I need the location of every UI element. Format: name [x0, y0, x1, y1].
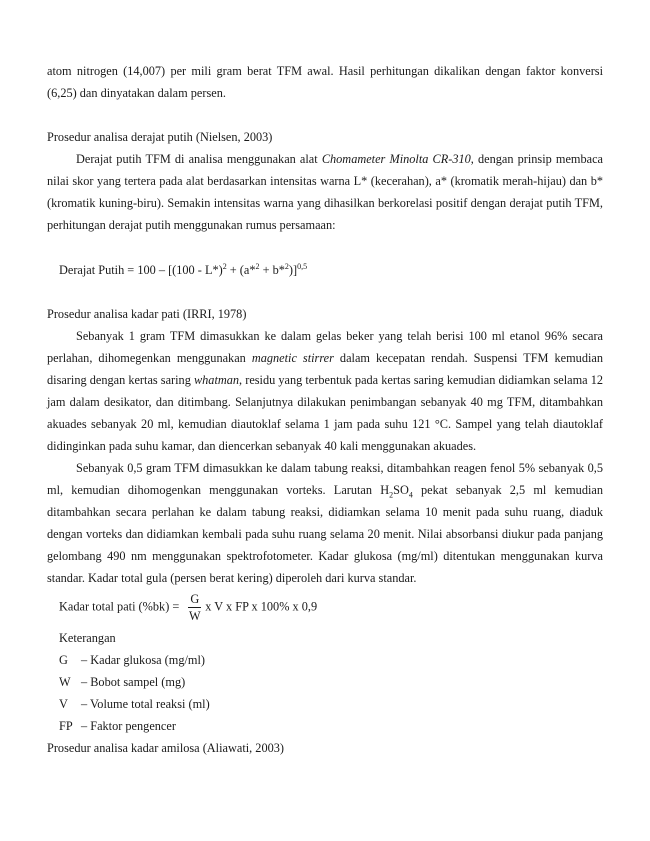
- legend-row: [59, 715, 210, 737]
- legend-symbol: V: [59, 697, 68, 711]
- legend-title: Keterangan: [59, 631, 116, 645]
- fraction: [188, 591, 201, 624]
- paragraph-text: SO: [393, 483, 409, 497]
- paragraph-text: dalam kecepatan rendah. Suspensi TFM kemudian disaring dengan kertas saring: [47, 351, 603, 387]
- paragraph-text: atom nitrogen (14,007) per mili gram berat TFM awal. Hasil perhitungan dikalikan dengan faktor konversi (6,25) dan dinyatakan dalam persen.: [47, 64, 603, 100]
- exponent: 2: [284, 261, 289, 271]
- legend-row: [59, 671, 210, 693]
- legend-symbol: G: [59, 653, 68, 667]
- paragraph-whiteness: [47, 148, 603, 236]
- equals-sign: =: [124, 263, 138, 277]
- formula-legend: [59, 627, 210, 737]
- formula-term: 100 – [(100 - L*): [137, 263, 223, 277]
- formula-term: x V x FP x 100% x 0,9: [205, 599, 318, 614]
- fraction-numerator: G: [190, 592, 200, 606]
- legend-dash: –: [81, 675, 88, 689]
- legend-text: Volume total reaksi (ml): [90, 697, 210, 711]
- fraction-denominator: W: [189, 609, 201, 623]
- formula-term: + (a*: [226, 263, 256, 277]
- italic-term: magnetic stirrer: [251, 351, 334, 365]
- formula-label: Kadar total pati (%bk): [59, 599, 170, 614]
- formula-term: )]: [288, 263, 298, 277]
- legend-dash: –: [81, 697, 88, 711]
- paragraph-starch-2: [47, 457, 603, 589]
- exponent: 2: [222, 261, 227, 271]
- legend-row: [59, 649, 210, 671]
- legend-row: [59, 693, 210, 715]
- instrument-name: Chomameter Minolta CR-310: [321, 152, 471, 166]
- formula-starch: [59, 591, 317, 624]
- paragraph-text: Derajat putih TFM di analisa menggunakan alat: [76, 152, 322, 166]
- equals-sign: =: [169, 599, 183, 614]
- legend-text: Kadar glukosa (mg/ml): [90, 653, 205, 667]
- subscript: 4: [408, 490, 413, 500]
- formula-whiteness: [59, 259, 307, 281]
- paragraph-starch-1: [47, 325, 603, 457]
- section-heading-amylose: Prosedur analisa kadar amilosa (Aliawati, 2003): [47, 741, 284, 755]
- italic-term: whatman: [193, 373, 240, 387]
- paragraph-text: Sebanyak 1 gram TFM dimasukkan ke dalam gelas beker yang telah berisi 100 ml etanol 96% secara perlahan, dihomegenkan menggunakan: [47, 329, 603, 365]
- subscript: 2: [389, 490, 394, 500]
- section-heading-whiteness: Prosedur analisa derajat putih (Nielsen, 2003): [47, 130, 273, 144]
- paragraph-text: , dengan prinsip membaca nilai skor yang tertera pada alat berdasarkan intensitas warna L* (kecerahan), a* (kromatik merah-hijau) dan b* (kromatik kuning-biru). Semakin intensitas warna yang dihasilkan berkorelasi positif dengan derajat putih TFM, perhitungan derajat putih menggunakan rumus persamaan:: [47, 152, 603, 232]
- exponent: 0,5: [297, 261, 308, 271]
- paragraph-text: pekat sebanyak 2,5 ml kemudian ditambahkan secara perlahan ke dalam tabung reaksi, didiamkan selama 10 menit pada suhu ruang, diaduk dengan vorteks dan didiamkan kembali pada suhu ruang selama 20 menit. Nilai absorbansi diukur pada panjang gelombang 490 nm menggunakan spektrofotometer. Kadar glukosa (mg/ml) ditentukan menggunakan kurva standar. Kadar total gula (persen berat kering) diperoleh dari kurva standar.: [47, 483, 603, 585]
- legend-dash: –: [81, 653, 88, 667]
- legend-symbol: W: [59, 675, 71, 689]
- paragraph-text: Sebanyak 0,5 gram TFM dimasukkan ke dalam tabung reaksi, ditambahkan reagen fenol 5% sebanyak 0,5 ml, kemudian dihomogenkan menggunakan vorteks. Larutan H: [47, 461, 603, 497]
- legend-symbol: FP: [59, 719, 73, 733]
- formula-term: + b*: [259, 263, 285, 277]
- paragraph-protein-end: [47, 60, 603, 104]
- exponent: 2: [255, 261, 260, 271]
- paragraph-text: , residu yang terbentuk pada kertas saring kemudian didiamkan selama 12 jam dalam desikator, dan ditimbang. Selanjutnya dilakukan penimbangan sebanyak 40 mg TFM, ditambahkan akuades sebanyak 20 ml, kemudian diautoklaf selama 1 jam pada suhu 121 °C. Sampel yang telah diautoklaf didinginkan pada suhu kamar, dan diencerkan sebanyak 40 kali menggunakan akuades.: [47, 373, 603, 453]
- section-heading-starch: Prosedur analisa kadar pati (IRRI, 1978): [47, 307, 247, 321]
- legend-text: Bobot sampel (mg): [90, 675, 186, 689]
- formula-label: Derajat Putih: [59, 263, 125, 277]
- legend-text: Faktor pengencer: [90, 719, 176, 733]
- legend-dash: –: [81, 719, 88, 733]
